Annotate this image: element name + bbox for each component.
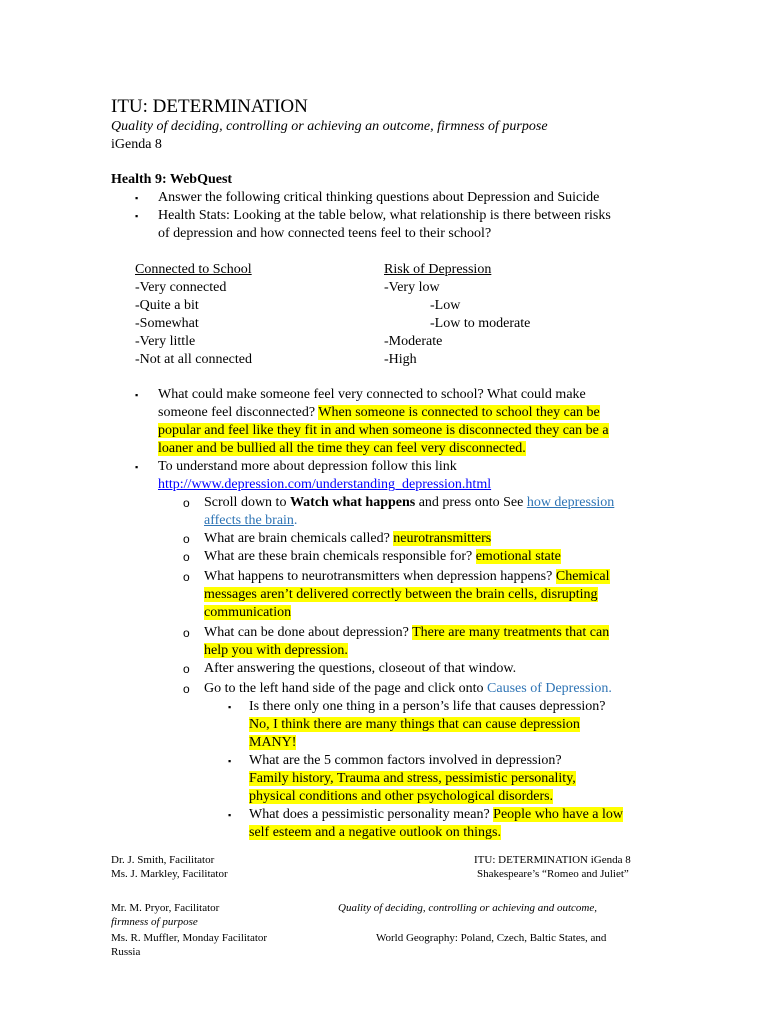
bullet-icon: ▪ bbox=[135, 211, 139, 221]
footer-text: Ms. J. Markley, Facilitator bbox=[111, 868, 228, 880]
answer-highlight: Chemical bbox=[555, 569, 610, 584]
section-heading: Health 9: WebQuest bbox=[111, 172, 233, 187]
circle-bullet-icon: o bbox=[183, 662, 190, 676]
answer-highlight: No, I think there are many things that can cause depression bbox=[249, 717, 580, 732]
circle-bullet-icon: o bbox=[183, 532, 190, 546]
question-text: To understand more about depression follow this link bbox=[158, 459, 457, 474]
footer-text: World Geography: Poland, Czech, Baltic States, and bbox=[376, 932, 607, 944]
table-cell: -Low to moderate bbox=[430, 316, 531, 331]
footer-text: Quality of deciding, controlling or achieving and outcome, bbox=[338, 902, 597, 914]
answer-highlight: messages aren’t delivered correctly between the brain cells, disrupting bbox=[204, 587, 598, 602]
footer-text: Dr. J. Smith, Facilitator bbox=[111, 854, 215, 866]
answer-highlight: MANY! bbox=[249, 735, 297, 750]
footer-text: Mr. M. Pryor, Facilitator bbox=[111, 902, 220, 914]
bullet-text: Answer the following critical thinking questions about Depression and Suicide bbox=[158, 190, 600, 205]
sub-item-text: Go to the left hand side of the page and click onto Causes of Depression. bbox=[204, 681, 612, 696]
sub-question-text: What are the 5 common factors involved in depression? bbox=[249, 753, 562, 768]
table-cell: -Very low bbox=[384, 280, 440, 295]
circle-bullet-icon: o bbox=[183, 682, 190, 696]
bullet-text: Health Stats: Looking at the table below, what relationship is there between risks bbox=[158, 208, 611, 223]
footer-text: firmness of purpose bbox=[111, 916, 198, 928]
bullet-icon: ▪ bbox=[135, 462, 139, 472]
sub-item-text: What are brain chemicals called? neurotransmitters bbox=[204, 531, 492, 546]
table-cell: -Low bbox=[430, 298, 461, 313]
footer-text: Shakespeare’s “Romeo and Juliet” bbox=[477, 868, 629, 880]
sub-item-text: What are these brain chemicals responsible for? emotional state bbox=[204, 549, 561, 564]
table-cell: -Very little bbox=[135, 334, 196, 349]
answer-highlight: communication bbox=[204, 605, 292, 620]
sub-question-text: Is there only one thing in a person’s life that causes depression? bbox=[249, 699, 606, 714]
bullet-icon: ▪ bbox=[228, 810, 232, 820]
table-col1-header: Connected to School bbox=[135, 262, 252, 277]
table-cell: -Not at all connected bbox=[135, 352, 253, 367]
answer-highlight: emotional state bbox=[475, 549, 561, 564]
page-subtitle: Quality of deciding, controlling or achieving an outcome, firmness of purpose bbox=[111, 119, 548, 134]
answer-highlight: popular and feel like they fit in and when someone is disconnected they can be a bbox=[158, 423, 609, 438]
brain-link-cont[interactable]: affects the brain bbox=[204, 513, 294, 528]
question-text: someone feel disconnected? When someone is connected to school they can be bbox=[158, 405, 600, 420]
circle-bullet-icon: o bbox=[183, 496, 190, 510]
answer-highlight: When someone is connected to school they can be bbox=[318, 405, 600, 420]
question-text: What could make someone feel very connected to school? What could make bbox=[158, 387, 586, 402]
answer-highlight: Family history, Trauma and stress, pessimistic personality, bbox=[249, 771, 576, 786]
circle-bullet-icon: o bbox=[183, 550, 190, 564]
igenda-label: iGenda 8 bbox=[111, 137, 162, 152]
bullet-icon: ▪ bbox=[228, 756, 232, 766]
table-cell: -Quite a bit bbox=[135, 298, 199, 313]
causes-link[interactable]: Causes of Depression. bbox=[487, 681, 612, 696]
depression-link[interactable]: http://www.depression.com/understanding_depression.html bbox=[158, 477, 492, 492]
answer-highlight: help you with depression. bbox=[204, 643, 348, 658]
answer-highlight: self esteem and a negative outlook on things. bbox=[249, 825, 501, 840]
sub-item-text: What can be done about depression? There are many treatments that can bbox=[204, 625, 610, 640]
sub-question-text: What does a pessimistic personality mean? People who have a low bbox=[249, 807, 624, 822]
footer-text: ITU: DETERMINATION iGenda 8 bbox=[474, 854, 631, 866]
answer-highlight: loaner and be bullied all the time they can feel very disconnected. bbox=[158, 441, 526, 456]
brain-link[interactable]: how depression bbox=[526, 495, 615, 510]
answer-highlight: There are many treatments that can bbox=[412, 625, 610, 640]
answer-highlight: neurotransmitters bbox=[393, 531, 492, 546]
sub-item-text: affects the brain. bbox=[204, 513, 298, 528]
bullet-text: of depression and how connected teens feel to their school? bbox=[158, 226, 492, 241]
footer-text: Russia bbox=[111, 946, 141, 958]
page-title: ITU: DETERMINATION bbox=[111, 96, 308, 117]
sub-item-text: What happens to neurotransmitters when depression happens? Chemical bbox=[204, 569, 610, 584]
circle-bullet-icon: o bbox=[183, 570, 190, 584]
bullet-icon: ▪ bbox=[135, 390, 139, 400]
table-cell: -Very connected bbox=[135, 280, 227, 295]
circle-bullet-icon: o bbox=[183, 626, 190, 640]
table-col2-header: Risk of Depression bbox=[384, 262, 492, 277]
table-cell: -Somewhat bbox=[135, 316, 199, 331]
sub-item-text: Scroll down to Watch what happens and press onto See how depression bbox=[204, 495, 615, 510]
sub-item-text: After answering the questions, closeout of that window. bbox=[204, 661, 517, 676]
table-cell: -High bbox=[384, 352, 417, 367]
answer-highlight: People who have a low bbox=[493, 807, 624, 822]
table-cell: -Moderate bbox=[384, 334, 443, 349]
answer-highlight: physical conditions and other psychological disorders. bbox=[249, 789, 554, 804]
footer-text: Ms. R. Muffler, Monday Facilitator bbox=[111, 932, 268, 944]
bullet-icon: ▪ bbox=[228, 702, 232, 712]
bullet-icon: ▪ bbox=[135, 193, 139, 203]
